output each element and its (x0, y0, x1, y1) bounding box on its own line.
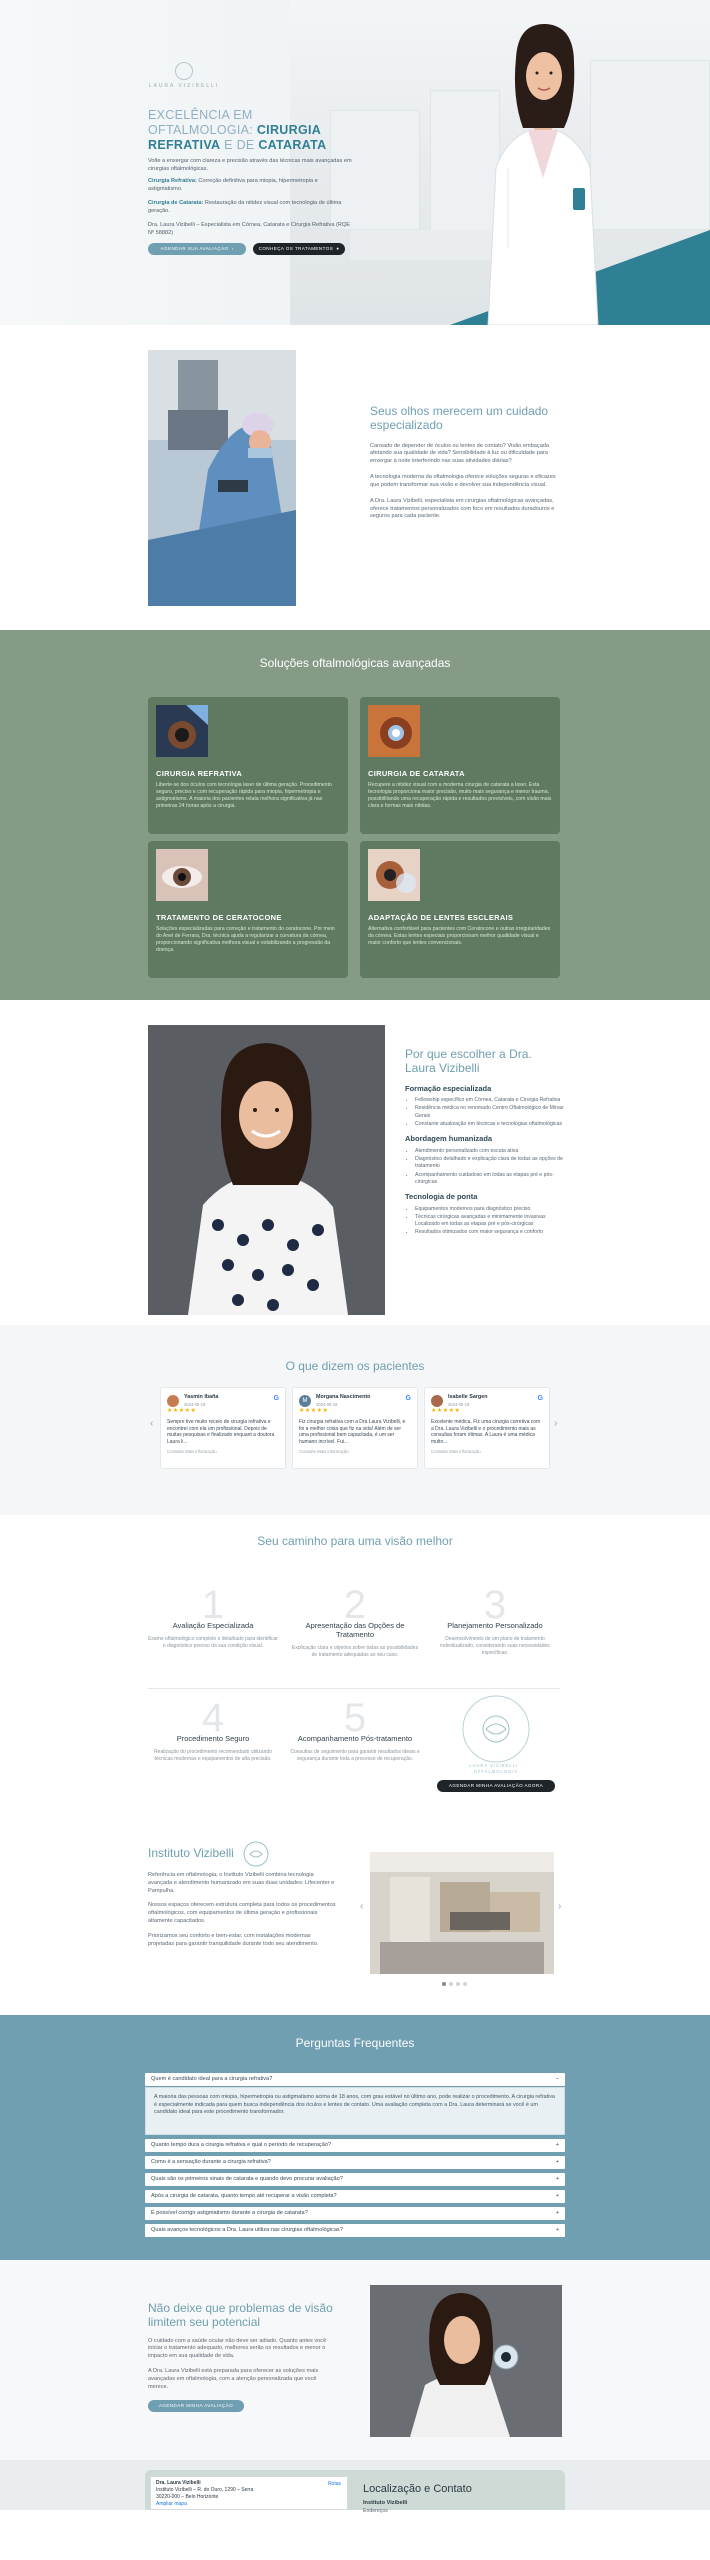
arrow-icon: › (231, 245, 234, 251)
testimonials-section (0, 1325, 710, 1515)
institute-section (0, 1830, 710, 2015)
minus-icon: − (555, 2075, 559, 2082)
avatar: M (299, 1395, 311, 1407)
step-number: 3 (483, 1583, 507, 1627)
doctor-portrait-hero (468, 18, 618, 325)
institute-content (148, 1840, 338, 1949)
step-title: Acompanhamento Pós-tratamento (297, 1734, 413, 1743)
plus-icon: + (555, 2158, 559, 2165)
hero-refrativa: Cirurgia Refrativa: Correção definitiva para miopia, hipermetropia e astigmatismo. (148, 178, 318, 192)
map-directions-link[interactable]: Rotas (327, 2481, 341, 2487)
logo-ring-icon (175, 62, 193, 80)
reviewer-name: Isabelle Sargen (447, 1394, 488, 1400)
step-number: 1 (201, 1583, 225, 1627)
doctor-portrait (148, 1025, 385, 1315)
solutions-section (0, 630, 710, 1000)
step-title: Procedimento Seguro (176, 1734, 250, 1743)
treatments-button[interactable]: CONHEÇA OS TRATAMENTOS ● (253, 243, 345, 255)
institute-p2: Nossos espaços oferecem estrutura completa para todos os procedimentos oftalmológicos, com equipamentos de última geração e profissionais altamente capacitados. (148, 1902, 336, 1925)
steps-title: Seu caminho para uma visão melhor (257, 1534, 453, 1548)
list-item: • Técnicas cirúrgicas avançadas e minimamente invasivas Localizado em todas as etapas pré e pós-cirúrgicas (415, 1214, 565, 1229)
step-text: Desenvolvimento de um plano de tratamento individualizado, considerando suas necessidades específicas. (440, 1636, 550, 1656)
step-card (148, 1585, 278, 1650)
location-section (0, 2460, 710, 2515)
card-text: Soluções especializadas para correção e tratamento do ceratocone. Por meio do Anel de Ferrara, Dra. técnica ajuda a regularizar a curvatura da córnea, proporcionando significativa melhora visual e estabilizando a progressão da doença. (156, 926, 335, 954)
plus-icon: + (555, 2175, 559, 2182)
google-icon: G (273, 1395, 279, 1402)
map-embed[interactable] (150, 2476, 348, 2510)
solution-card-ceratocone[interactable] (148, 841, 348, 978)
carousel-next-icon[interactable]: › (554, 1418, 558, 1429)
care-p2: A tecnologia moderna da oftalmologia oferece soluções seguras e eficazes que podem transformar sua visão e devolver sua independência visual. (370, 474, 556, 488)
testimonial-card (424, 1387, 550, 1469)
step-text: Consultas de seguimento para garantir resultados ideais e segurança durante toda a processo de recuperação. (290, 1749, 420, 1762)
solution-card-refrativa[interactable] (148, 697, 348, 834)
testimonials-title: O que dizem os pacientes (285, 1359, 425, 1373)
institute-p1: Referência em oftalmologia, o Instituto Vizibelli combina tecnologia avançada e atendimento humanizado em suas duas unidades: Lifecenter e Pampulha. (148, 1872, 335, 1894)
step-card (290, 1698, 420, 1763)
divider (148, 1688, 560, 1689)
schedule-now-button[interactable]: AGENDAR MINHA AVALIAÇÃO AGORA (437, 1780, 555, 1792)
review-text: Fiz cirurgia refrativa com a Dra Laura Vizibelli, e foi a melhor coisa que fiz na vida! Além de ser uma profissional bem capacitada, é um ser humano incrível. Fui... (299, 1418, 406, 1446)
card-text: Liberte-se dos óculos com tecnologia laser de última geração. Procedimento seguro, preciso e com recuperação rápida para miopia, hipermetropia e astigmatismo. A maioria dos pacientes relata melhora significativa já nas primeiras 24 horas após a cirurgia. (156, 782, 332, 810)
card-text: Alternativa confortável para pacientes com Ceratocone e outras irregularidades da córnea. Estas lentes especiais proporcionam melhor qualidade visual e maior conforto que lentes convencionais. (368, 926, 551, 947)
star-rating: ★★★★★ (431, 1408, 461, 1415)
step-title: Avaliação Especializada (172, 1621, 254, 1630)
gallery-prev-icon[interactable]: ‹ (360, 1901, 364, 1912)
cta-section (0, 2260, 710, 2460)
clinic-seal-icon (460, 1693, 532, 1765)
hero-catarata: Cirurgia de Catarata: Restauração da nitidez visual com tecnologia de última geração. (148, 200, 342, 214)
why-list (405, 1206, 565, 1237)
reviewer-name: Yasmin Ibaña (183, 1394, 219, 1400)
brand-logo: LAURA VIZIBELLI (148, 62, 220, 90)
list-item: • Resultados otimizados com maior segurança e conforto (415, 1229, 565, 1236)
step-title: Apresentação das Opções de Tratamento (305, 1621, 405, 1639)
google-icon: G (405, 1395, 411, 1402)
doctor-holding-lens-photo (370, 2285, 562, 2437)
faq-title: Perguntas Frequentes (295, 2036, 415, 2050)
ceratocone-thumb (156, 849, 208, 901)
reviewer-name: Morgana Nascimento (315, 1394, 371, 1400)
review-text: Sempre tive muito receio de cirurgia refrativa e encontrei com ela um profissional. Depois de muitas pesquisas e finalizado enquant a doutora Laura li... (167, 1418, 275, 1446)
catarata-thumb (368, 705, 420, 757)
institute-p3: Priorizamos seu conforto e bem-estar, com instalações modernas projetadas para garantir tranquilidade durante todo seu atendimento. (148, 1932, 319, 1947)
card-title: TRATAMENTO DE CERATOCONE (156, 912, 282, 922)
why-heading: Abordagem humanizada (405, 1134, 493, 1144)
institute-title: Instituto Vizibelli (148, 1846, 234, 1861)
map-address-2: 30220-000 – Belo Horizonte (156, 2494, 219, 2500)
avatar (167, 1395, 179, 1407)
list-item: • Residência médica no renomado Centro Oftalmológico de Minas Gerais (415, 1105, 565, 1120)
solution-card-catarata[interactable] (360, 697, 560, 834)
list-item: • Fellowship específico em Córnea, Catarata e Cirurgia Refrativa (415, 1097, 565, 1104)
review-date: 2024-05-19 (315, 1401, 338, 1407)
read-more-link[interactable]: Consulte Mais informação (167, 1448, 217, 1454)
carousel-prev-icon[interactable]: ‹ (150, 1418, 154, 1429)
care-section (0, 325, 710, 630)
faq-answer: A maioria das pessoas com miopia, hipermetropia ou astigmatismo acima de 18 anos, com grau estável no último ano, pode realizar o procedimento. A cirurgia refrativa é especialmente indicada para quem busca independência dos óculos e lentes de contato. Uma avaliação completa com a Dra. Laura determinará se você é um candidato ideal para este procedimento transformador. (145, 2087, 565, 2135)
cta-p1: O cuidado com a saúde ocular não deve ser adiado. Quanto antes você iniciar o tratamento adequado, melhores serão os resultados e menor o impacto em sua qualidade de vida. (148, 2337, 327, 2360)
why-list (405, 1148, 565, 1186)
review-text: Excelente médica. Fiz uma cirurgia corretiva com a Dra. Laura Vizibelli e o procedimento mais as consultas foram ótimas. A Laura é uma médica muito... (431, 1418, 541, 1446)
cta-p2: A Dra. Laura Vizibelli está preparada para oferecer as soluções mais avançadas em oftalmologia, com a atenção personalizada que você merece. (148, 2368, 319, 2390)
faq-question[interactable]: É possível corrigir astigmatismo durante a cirurgia de catarata? + (145, 2207, 565, 2220)
hero-credentials: Dra. Laura Vizibelli – Especialista em Córnea, Catarata e Cirurgia Refrativa (RQE Nº 58882) (148, 222, 350, 236)
card-title: CIRURGIA DE CATARATA (368, 768, 465, 778)
hero-intro: Volte a enxergar com clareza e precisão através das técnicas mais avançadas em cirurgias oftalmológicas. (148, 158, 352, 172)
card-text: Recupere a nitidez visual com a moderna cirurgia de catarata a laser. Esta tecnologia proporciona maior precisão, muito mais segurança e menor trauma, possibilitando uma recuperação rápida e resultados previsíveis, com visão mais clara e formas mais nítidas. (368, 782, 552, 810)
testimonial-card (160, 1387, 286, 1469)
why-heading: Formação especializada (405, 1083, 492, 1093)
testimonial-card (292, 1387, 418, 1469)
location-title: Localização e Contato (363, 2483, 472, 2495)
location-org: Instituto Vizibelli (363, 2500, 408, 2507)
surgery-photo (148, 350, 296, 606)
solutions-title: Soluções oftalmológicas avançadas (259, 656, 451, 670)
step-card (430, 1585, 560, 1656)
map-address: Instituto Vizibelli – R. do Ouro, 1290 – Serra (156, 2487, 254, 2493)
card-title: ADAPTAÇÃO DE LENTES ESCLERAIS (368, 912, 514, 922)
care-p1: Cansado de depender de óculos ou lentes de contato? Visão embaçada afetando sua qualidade de vida? Sensibilidade à luz ou dificuldade para enxergar à noite interferindo nas suas atividades diárias? (370, 442, 550, 465)
map-title: Dra. Laura Vizibelli (156, 2480, 201, 2486)
step-card (290, 1585, 420, 1659)
faq-section (0, 2015, 710, 2260)
gallery-next-icon[interactable]: › (558, 1901, 562, 1912)
list-item: • Atendimento personalizado com escuta ativa (415, 1148, 565, 1155)
list-item: • Equipamentos modernos para diagnóstico preciso (415, 1206, 565, 1213)
step-text: Realização do procedimento recomendado utilizando técnicas modernas e equipamentos de alta precisão. (154, 1749, 272, 1762)
plus-icon: + (555, 2209, 559, 2216)
plus-icon: + (555, 2141, 559, 2148)
step-number: 5 (343, 1696, 367, 1740)
step-card (148, 1698, 278, 1763)
card-title: CIRURGIA REFRATIVA (156, 768, 243, 778)
faq-question[interactable]: Quanto tempo dura a cirurgia refrativa e qual o período de recuperação? + (145, 2139, 565, 2152)
care-content (370, 405, 560, 521)
faq-question[interactable]: Quais são os primeiros sinais de catarata e quando devo procurar avaliação? + (145, 2173, 565, 2186)
why-content (405, 1048, 565, 1243)
list-item: • Acompanhamento cuidadoso em todas as etapas pré e pós-cirúrgicas (415, 1172, 565, 1187)
care-p3: A Dra. Laura Vizibelli, especialista em cirurgias oftalmológicas avançadas, oferece tratamentos personalizados com foco em resultados duradouros e seguros para cada paciente. (370, 497, 555, 520)
why-title: Por que escolher a Dra. Laura Vizibelli (405, 1047, 532, 1075)
faq-question[interactable]: Após a cirurgia de catarata, quanto tempo até recuperar a visão completa? + (145, 2190, 565, 2203)
seal-text: LAURA VIZIBELLI · OFTALMOLOGIA (469, 1763, 523, 1774)
location-address-label: Endereços (363, 2508, 388, 2515)
review-date: 2024-05-19 (183, 1401, 206, 1407)
star-rating: ★★★★★ (299, 1408, 329, 1415)
faq-question-open[interactable]: Quem é candidato ideal para a cirurgia refrativa? − (145, 2073, 565, 2086)
step-number: 2 (343, 1583, 367, 1627)
care-title: Seus olhos merecem um cuidado especializado (370, 404, 549, 432)
hero-section (0, 0, 710, 325)
cta-content (148, 2302, 338, 2392)
list-item: • Constante atualização em técnicas e tecnologias oftalmológicas (415, 1121, 565, 1128)
clinic-photo (370, 1852, 554, 1974)
gallery-dots[interactable] (440, 1980, 468, 1990)
step-text: Explicação clara e objetiva sobre todas as possibilidades de tratamento adequadas ao seu caso. (291, 1645, 419, 1658)
plus-icon: + (555, 2226, 559, 2233)
read-more-link[interactable]: Consulte Mais informação (299, 1448, 349, 1454)
plus-icon: + (555, 2192, 559, 2199)
faq-question[interactable]: Quais avanços tecnológicos a Dra. Laura utiliza nas cirurgias oftalmológicas? + (145, 2224, 565, 2237)
faq-question[interactable]: Como é a sensação durante a cirurgia refrativa? + (145, 2156, 565, 2169)
step-text: Exame oftalmológico completo e detalhado para identificar o diagnóstico preciso da sua condição visual. (148, 1636, 278, 1649)
lentes-thumb (368, 849, 420, 901)
schedule-evaluation-button[interactable]: AGENDAR SUA AVALIAÇÃO › (148, 243, 246, 255)
institute-logo-icon (242, 1840, 270, 1868)
avatar (431, 1395, 443, 1407)
solution-card-lentes[interactable] (360, 841, 560, 978)
why-section (0, 1000, 710, 1325)
chevron-circle-icon: ● (336, 245, 340, 251)
cta-schedule-button[interactable]: AGENDAR MINHA AVALIAÇÃO (148, 2400, 244, 2412)
review-date: 2024-05-19 (447, 1401, 470, 1407)
list-item: • Diagnóstico detalhado e explicação clara de todas as opções de tratamento (415, 1156, 565, 1171)
why-list (405, 1097, 565, 1128)
hero-title: EXCELÊNCIA EM OFTALMOLOGIA: CIRURGIA REFRATIVA E DE CATARATA (148, 108, 327, 152)
why-heading: Tecnologia de ponta (405, 1192, 478, 1202)
refrativa-thumb (156, 705, 208, 757)
location-content (363, 2482, 472, 2516)
step-number: 4 (201, 1696, 225, 1740)
star-rating: ★★★★★ (167, 1408, 197, 1415)
map-expand-link[interactable]: Ampliar mapa (156, 2501, 187, 2507)
read-more-link[interactable]: Consulte Mais informação (431, 1448, 481, 1454)
google-icon: G (537, 1395, 543, 1402)
step-title: Planejamento Personalizado (447, 1621, 543, 1630)
cta-title: Não deixe que problemas de visão limitem seu potencial (148, 2301, 333, 2329)
steps-section (0, 1515, 710, 1830)
